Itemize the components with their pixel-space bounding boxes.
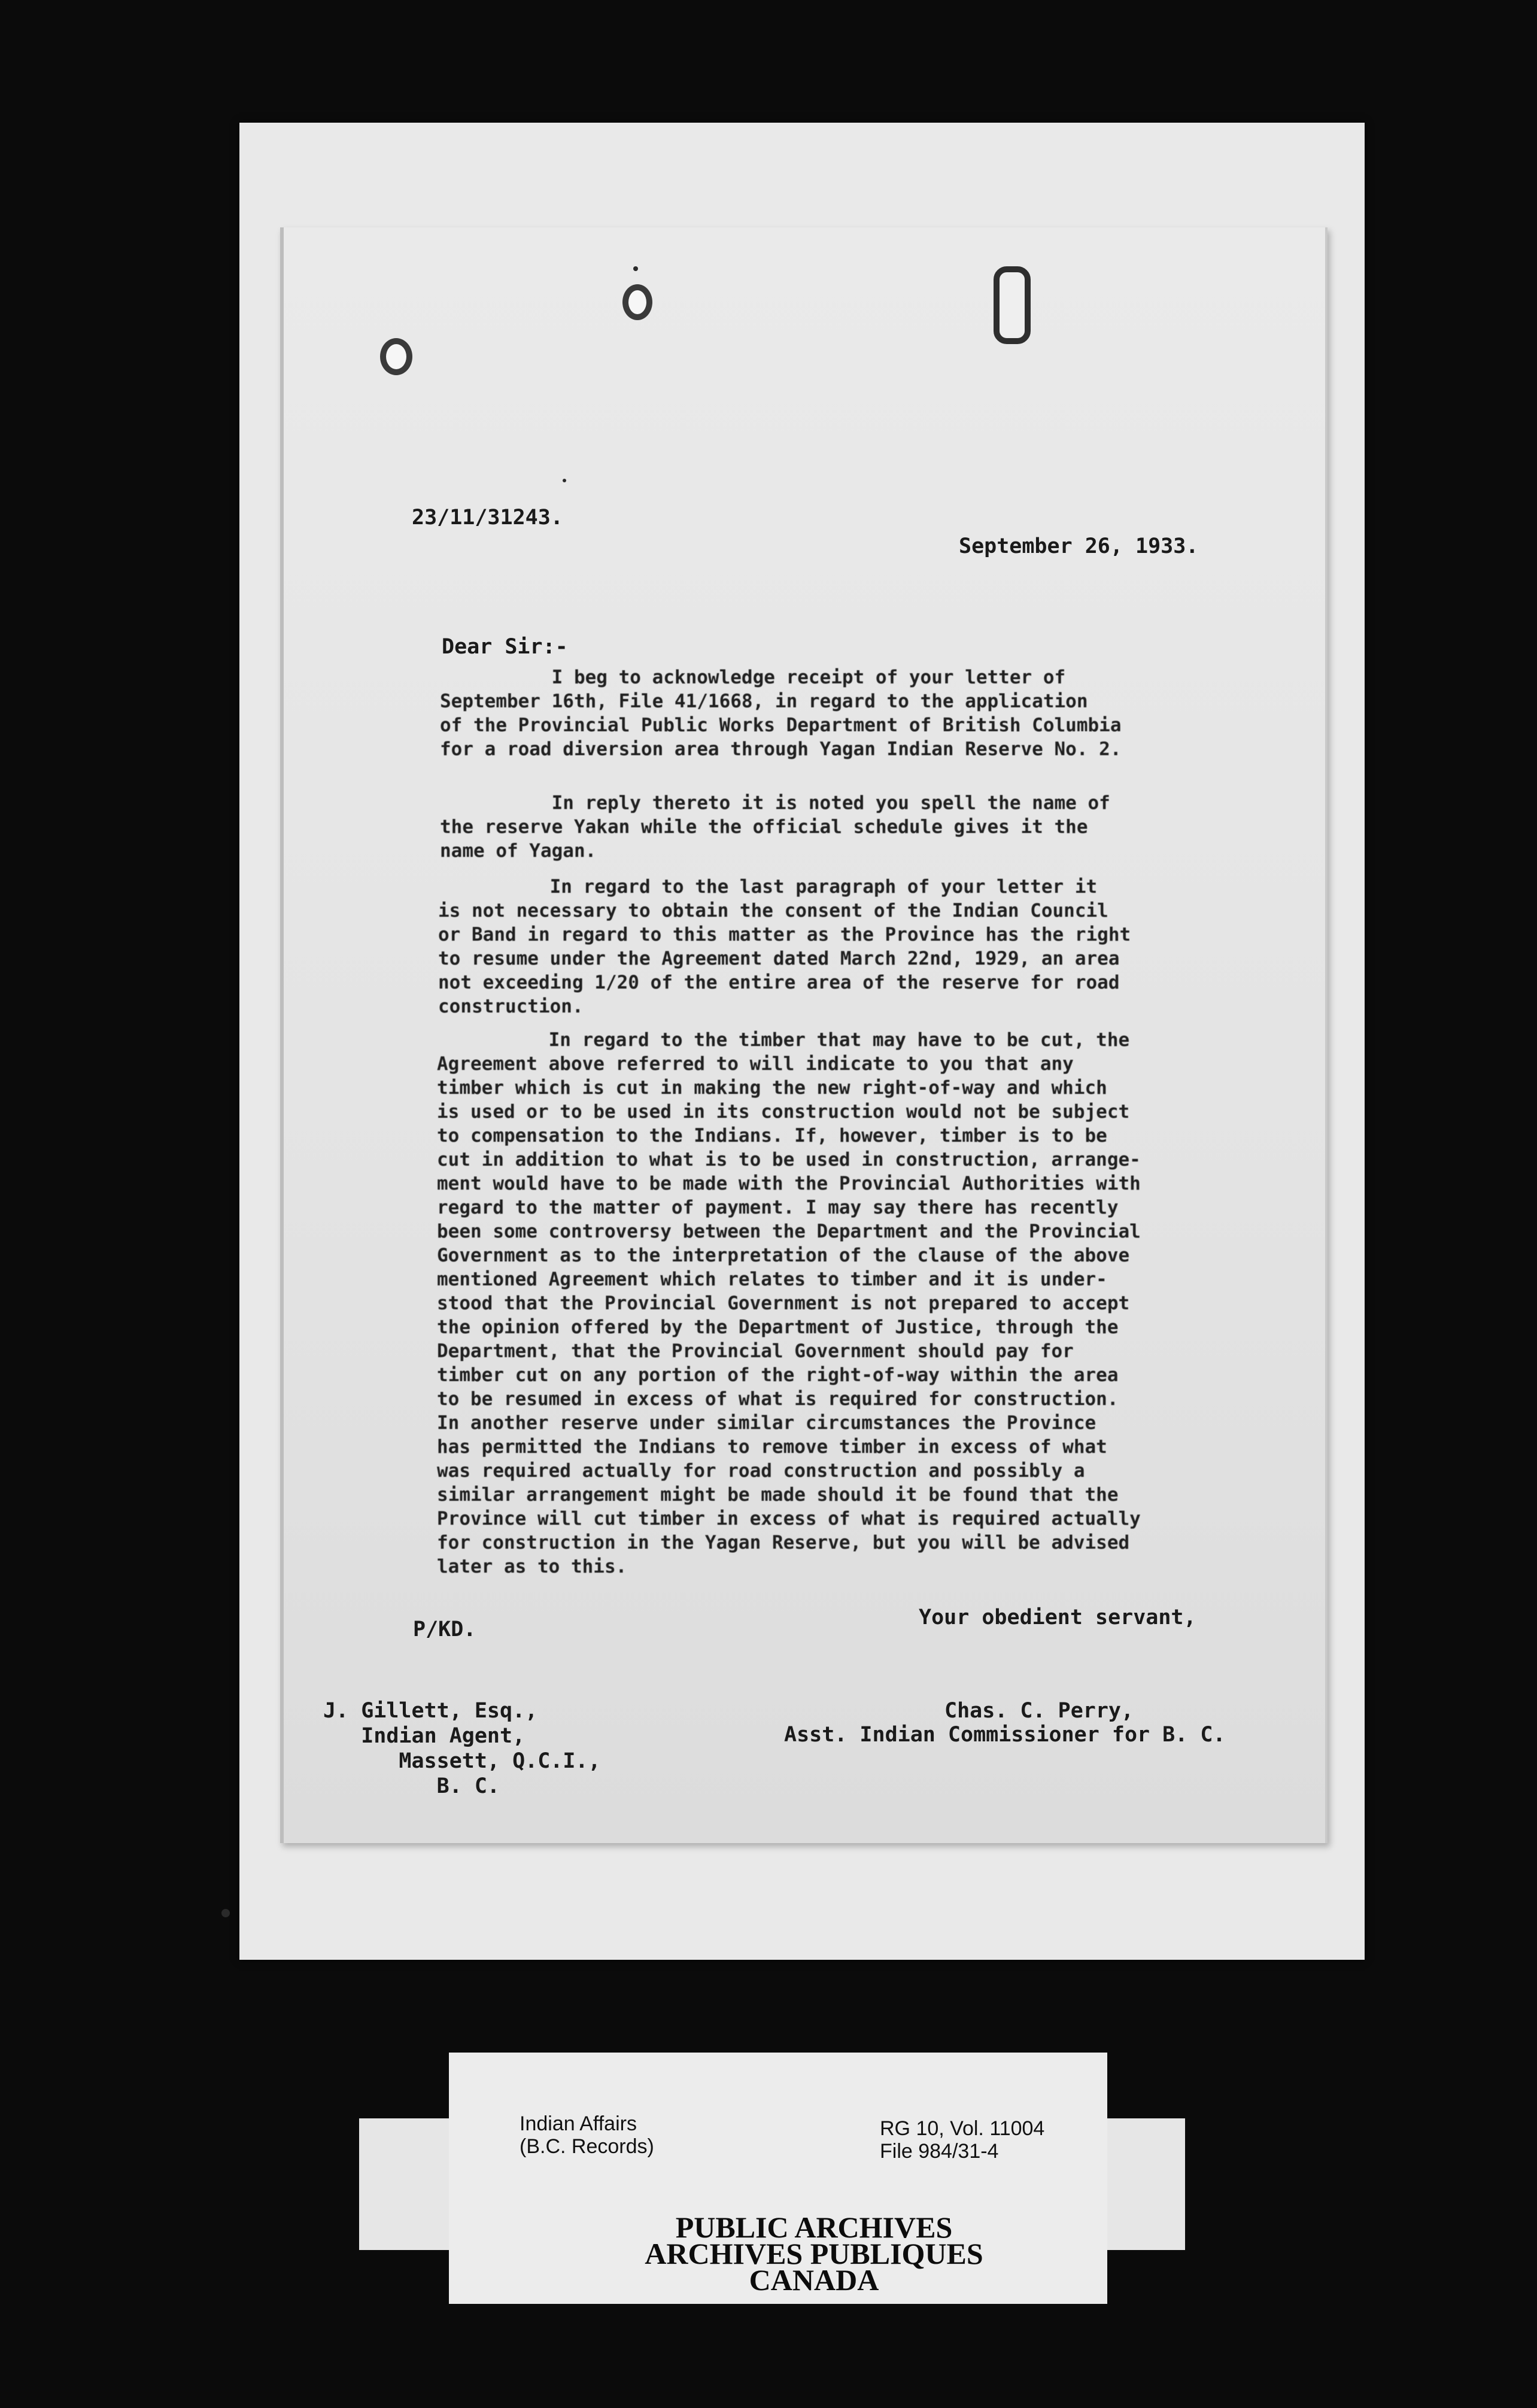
public-archives-stamp xyxy=(599,2211,1029,2297)
file-reference: 23/11/31243. xyxy=(412,506,563,530)
letter-paragraph: In regard to the last paragraph of your letter it is not necessary to obtain the consent of the Indian Council or Band in regard to this matter as the Province has the right to resume under the Agreement dated March 22nd, 1929, an area not exceeding 1/20 of the entire area of the reserve for road construction. xyxy=(438,876,1131,1017)
letter-paragraph: I beg to acknowledge receipt of your letter of September 16th, File 41/1668, in regard to the application of the Provincial Public Works Department of British Columbia for a road diversion area through Yagan Indian Reserve No. 2. xyxy=(440,667,1122,760)
stamp-line: PUBLIC ARCHIVES xyxy=(675,2211,953,2244)
addressee-line: Massett, Q.C.I., xyxy=(323,1749,601,1773)
punch-hole xyxy=(380,338,412,375)
addressee-line: J. Gillett, Esq., xyxy=(323,1699,538,1723)
signatory-title: Asst. Indian Commissioner for B. C. xyxy=(784,1723,1226,1747)
speck xyxy=(633,266,638,271)
salutation: Dear Sir:- xyxy=(442,635,568,659)
archive-series: (B.C. Records) xyxy=(520,2135,654,2158)
card-tab-right xyxy=(1095,2118,1185,2250)
speck xyxy=(221,1909,230,1917)
archive-file-number: File 984/31-4 xyxy=(880,2140,999,2163)
card-tab-left xyxy=(359,2118,461,2250)
signatory-name: Chas. C. Perry, xyxy=(944,1699,1134,1723)
closing: Your obedient servant, xyxy=(919,1606,1196,1629)
paper-fastener xyxy=(994,266,1031,344)
stamp-line: CANADA xyxy=(749,2263,879,2297)
speck xyxy=(563,479,566,482)
archive-department: Indian Affairs xyxy=(520,2112,637,2135)
typist-initials: P/KD. xyxy=(413,1618,476,1641)
letter-date: September 26, 1933. xyxy=(959,534,1199,558)
stamp-line: ARCHIVES PUBLIQUES xyxy=(645,2237,983,2270)
punch-hole xyxy=(622,284,652,320)
addressee-line: B. C. xyxy=(323,1774,500,1798)
addressee-line: Indian Agent, xyxy=(323,1724,526,1748)
letter-paragraph: In regard to the timber that may have to be cut, the Agreement above referred to will indicate to you that any timber which is cut in making the new right-of-way and which is used or to be used in its construction would not be subject to compensation to the Indians. If, however, timber is to be cut in addition to what is to be used in construction, arrange- ment would have to be made with the Provincial Authorities with regard to the matter of payment. I may say there has recently been some controversy between the Department and the Provincial Government as to the interpretation of the clause of the above mentioned Agreement which relates to timber and it is under- stood that the Provincial Government is not prepared to accept the opinion offered by the Department of Justice, through the Department, that the Provincial Government should pay for timber cut on any portion of the right-of-way within the area to be resumed in excess of what is required for construction. In another reserve under similar circumstances the Province has permitted the Indians to remove timber in excess of what was required actually for road construction and possibly a similar arrangement might be made should it be found that the Province will cut timber in excess of what is required actually for construction in the Yagan Reserve, but you will be advised later as to this. xyxy=(437,1029,1141,1577)
letter-paragraph: In reply thereto it is noted you spell the name of the reserve Yakan while the official schedule gives it the name of Yagan. xyxy=(440,792,1110,862)
archive-volume: RG 10, Vol. 11004 xyxy=(880,2117,1045,2140)
